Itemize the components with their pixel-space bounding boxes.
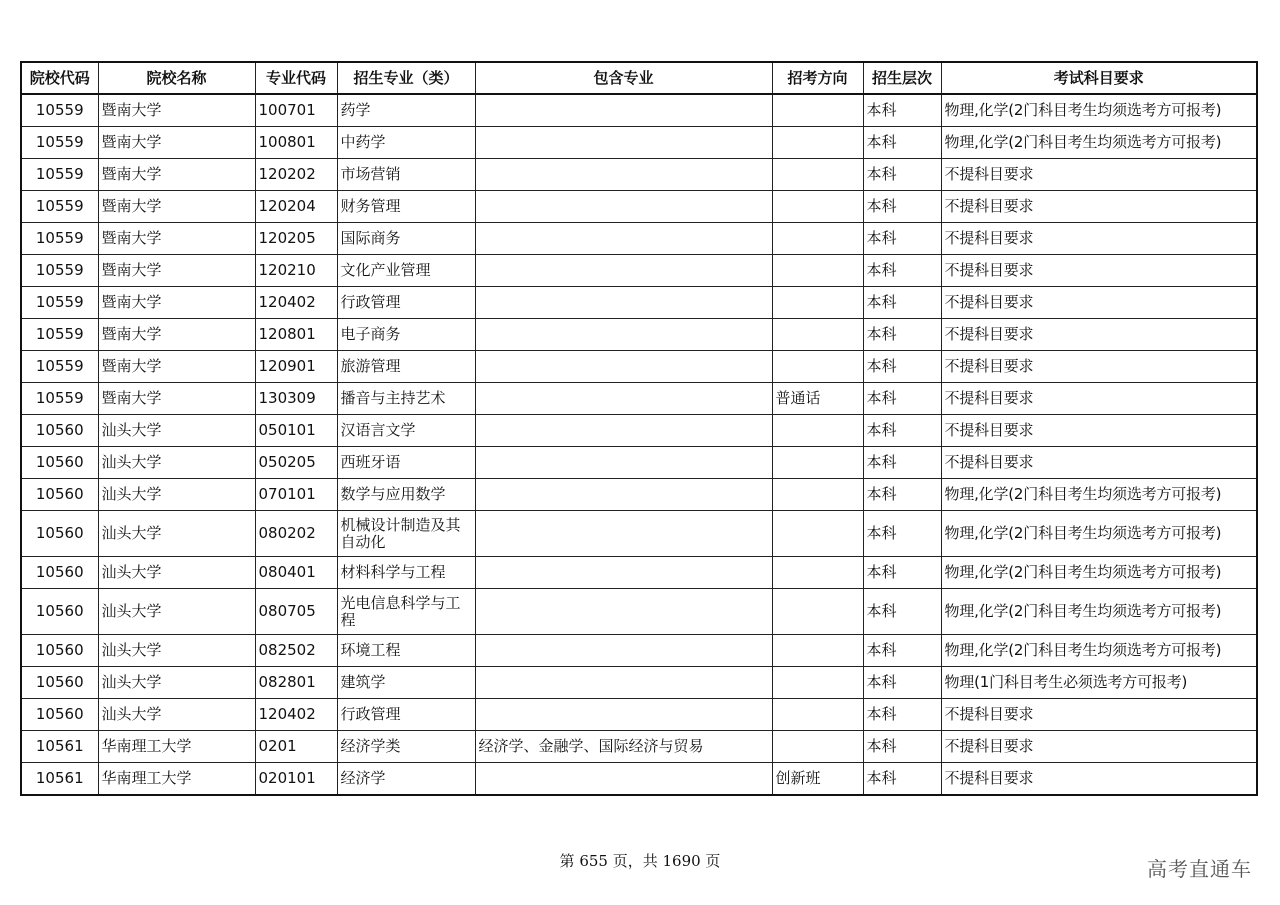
cell-direction <box>772 319 863 351</box>
cell-major-name: 机械设计制造及其自动化 <box>337 511 475 557</box>
table-row <box>21 557 1257 589</box>
cell-school-name: 汕头大学 <box>98 667 255 699</box>
cell-major-name: 财务管理 <box>337 191 475 223</box>
column-header-level: 招生层次 <box>863 62 941 94</box>
cell-subject-requirement: 不提科目要求 <box>941 191 1257 223</box>
cell-direction <box>772 159 863 191</box>
cell-school-name: 暨南大学 <box>98 94 255 127</box>
cell-major-code: 120204 <box>255 191 337 223</box>
cell-school-name: 汕头大学 <box>98 699 255 731</box>
cell-major-code: 100801 <box>255 127 337 159</box>
column-header-subject-requirement: 考试科目要求 <box>941 62 1257 94</box>
cell-level: 本科 <box>863 447 941 479</box>
cell-level: 本科 <box>863 415 941 447</box>
cell-school-name: 华南理工大学 <box>98 763 255 796</box>
cell-major-name: 经济学类 <box>337 731 475 763</box>
cell-school-code: 10559 <box>21 223 98 255</box>
cell-subject-requirement: 不提科目要求 <box>941 415 1257 447</box>
cell-direction <box>772 94 863 127</box>
cell-subject-requirement: 不提科目要求 <box>941 383 1257 415</box>
table-row <box>21 191 1257 223</box>
cell-major-code: 080202 <box>255 511 337 557</box>
cell-included-majors <box>475 589 772 635</box>
cell-school-name: 暨南大学 <box>98 287 255 319</box>
cell-level: 本科 <box>863 287 941 319</box>
cell-subject-requirement: 物理,化学(2门科目考生均须选考方可报考) <box>941 635 1257 667</box>
cell-included-majors <box>475 415 772 447</box>
cell-level: 本科 <box>863 763 941 796</box>
cell-major-name: 中药学 <box>337 127 475 159</box>
cell-major-name: 数学与应用数学 <box>337 479 475 511</box>
cell-school-code: 10559 <box>21 287 98 319</box>
table-row <box>21 287 1257 319</box>
cell-school-code: 10560 <box>21 447 98 479</box>
cell-school-code: 10560 <box>21 589 98 635</box>
cell-major-code: 050205 <box>255 447 337 479</box>
table-row <box>21 255 1257 287</box>
cell-school-code: 10559 <box>21 159 98 191</box>
table-row <box>21 351 1257 383</box>
cell-school-name: 暨南大学 <box>98 223 255 255</box>
column-header-major-code: 专业代码 <box>255 62 337 94</box>
cell-level: 本科 <box>863 127 941 159</box>
cell-school-name: 华南理工大学 <box>98 731 255 763</box>
cell-school-code: 10561 <box>21 763 98 796</box>
cell-subject-requirement: 不提科目要求 <box>941 351 1257 383</box>
cell-direction <box>772 351 863 383</box>
cell-school-code: 10560 <box>21 635 98 667</box>
cell-school-name: 暨南大学 <box>98 383 255 415</box>
cell-subject-requirement: 不提科目要求 <box>941 223 1257 255</box>
cell-included-majors <box>475 635 772 667</box>
cell-major-code: 0201 <box>255 731 337 763</box>
cell-major-code: 070101 <box>255 479 337 511</box>
cell-school-code: 10559 <box>21 255 98 287</box>
cell-included-majors <box>475 319 772 351</box>
column-header-major-name: 招生专业（类） <box>337 62 475 94</box>
cell-level: 本科 <box>863 383 941 415</box>
cell-included-majors: 经济学、金融学、国际经济与贸易 <box>475 731 772 763</box>
cell-subject-requirement: 不提科目要求 <box>941 319 1257 351</box>
cell-direction <box>772 557 863 589</box>
cell-major-name: 材料科学与工程 <box>337 557 475 589</box>
cell-level: 本科 <box>863 699 941 731</box>
cell-direction <box>772 511 863 557</box>
cell-level: 本科 <box>863 557 941 589</box>
cell-included-majors <box>475 127 772 159</box>
cell-major-name: 电子商务 <box>337 319 475 351</box>
cell-direction <box>772 223 863 255</box>
watermark-text: 高考直通车 <box>1147 857 1252 881</box>
cell-major-name: 市场营销 <box>337 159 475 191</box>
cell-direction <box>772 479 863 511</box>
cell-included-majors <box>475 447 772 479</box>
cell-direction <box>772 731 863 763</box>
cell-direction <box>772 447 863 479</box>
cell-included-majors <box>475 383 772 415</box>
cell-direction <box>772 415 863 447</box>
cell-school-code: 10560 <box>21 511 98 557</box>
table-row <box>21 511 1257 557</box>
header-row <box>21 62 1257 94</box>
cell-major-code: 120901 <box>255 351 337 383</box>
cell-included-majors <box>475 351 772 383</box>
cell-major-name: 药学 <box>337 94 475 127</box>
cell-major-code: 082502 <box>255 635 337 667</box>
cell-level: 本科 <box>863 479 941 511</box>
cell-school-name: 暨南大学 <box>98 351 255 383</box>
cell-major-code: 020101 <box>255 763 337 796</box>
cell-major-code: 120205 <box>255 223 337 255</box>
cell-school-code: 10560 <box>21 557 98 589</box>
cell-included-majors <box>475 223 772 255</box>
table-row <box>21 731 1257 763</box>
cell-major-name: 经济学 <box>337 763 475 796</box>
cell-major-code: 120202 <box>255 159 337 191</box>
cell-subject-requirement: 不提科目要求 <box>941 159 1257 191</box>
cell-subject-requirement: 物理,化学(2门科目考生均须选考方可报考) <box>941 511 1257 557</box>
cell-school-name: 汕头大学 <box>98 635 255 667</box>
table-row <box>21 699 1257 731</box>
cell-major-name: 建筑学 <box>337 667 475 699</box>
cell-major-code: 120402 <box>255 699 337 731</box>
cell-level: 本科 <box>863 159 941 191</box>
cell-level: 本科 <box>863 511 941 557</box>
cell-subject-requirement: 不提科目要求 <box>941 731 1257 763</box>
table-row <box>21 159 1257 191</box>
cell-major-name: 光电信息科学与工程 <box>337 589 475 635</box>
cell-major-name: 行政管理 <box>337 699 475 731</box>
cell-included-majors <box>475 159 772 191</box>
cell-direction <box>772 667 863 699</box>
cell-subject-requirement: 物理,化学(2门科目考生均须选考方可报考) <box>941 94 1257 127</box>
cell-level: 本科 <box>863 255 941 287</box>
cell-included-majors <box>475 94 772 127</box>
cell-major-code: 120210 <box>255 255 337 287</box>
cell-level: 本科 <box>863 635 941 667</box>
cell-direction <box>772 191 863 223</box>
cell-subject-requirement: 不提科目要求 <box>941 287 1257 319</box>
cell-major-code: 120402 <box>255 287 337 319</box>
cell-major-name: 行政管理 <box>337 287 475 319</box>
cell-included-majors <box>475 479 772 511</box>
cell-level: 本科 <box>863 731 941 763</box>
cell-level: 本科 <box>863 589 941 635</box>
cell-subject-requirement: 不提科目要求 <box>941 447 1257 479</box>
cell-included-majors <box>475 667 772 699</box>
column-header-included-majors: 包含专业 <box>475 62 772 94</box>
table-row <box>21 589 1257 635</box>
cell-school-code: 10559 <box>21 127 98 159</box>
cell-school-name: 汕头大学 <box>98 511 255 557</box>
cell-subject-requirement: 物理(1门科目考生必须选考方可报考) <box>941 667 1257 699</box>
cell-included-majors <box>475 557 772 589</box>
cell-direction <box>772 127 863 159</box>
table-row <box>21 223 1257 255</box>
cell-direction: 普通话 <box>772 383 863 415</box>
cell-major-code: 120801 <box>255 319 337 351</box>
cell-major-name: 旅游管理 <box>337 351 475 383</box>
table-row <box>21 319 1257 351</box>
table-row <box>21 415 1257 447</box>
cell-major-name: 环境工程 <box>337 635 475 667</box>
admission-table <box>20 61 1258 796</box>
cell-major-code: 050101 <box>255 415 337 447</box>
cell-included-majors <box>475 191 772 223</box>
cell-school-name: 暨南大学 <box>98 159 255 191</box>
cell-major-code: 080401 <box>255 557 337 589</box>
cell-included-majors <box>475 287 772 319</box>
cell-subject-requirement: 不提科目要求 <box>941 255 1257 287</box>
cell-school-code: 10560 <box>21 699 98 731</box>
cell-level: 本科 <box>863 351 941 383</box>
table-row <box>21 383 1257 415</box>
table-header <box>21 62 1257 94</box>
cell-major-name: 文化产业管理 <box>337 255 475 287</box>
cell-major-name: 国际商务 <box>337 223 475 255</box>
cell-school-name: 汕头大学 <box>98 557 255 589</box>
cell-school-code: 10560 <box>21 479 98 511</box>
cell-school-code: 10560 <box>21 667 98 699</box>
table-body <box>21 94 1257 795</box>
cell-direction <box>772 255 863 287</box>
cell-school-code: 10559 <box>21 319 98 351</box>
cell-major-name: 汉语言文学 <box>337 415 475 447</box>
cell-school-code: 10559 <box>21 94 98 127</box>
cell-school-code: 10560 <box>21 415 98 447</box>
column-header-direction: 招考方向 <box>772 62 863 94</box>
cell-school-name: 暨南大学 <box>98 127 255 159</box>
cell-level: 本科 <box>863 319 941 351</box>
table-row <box>21 94 1257 127</box>
cell-major-code: 130309 <box>255 383 337 415</box>
cell-school-name: 暨南大学 <box>98 319 255 351</box>
cell-school-code: 10559 <box>21 351 98 383</box>
cell-subject-requirement: 物理,化学(2门科目考生均须选考方可报考) <box>941 127 1257 159</box>
column-header-school-code: 院校代码 <box>21 62 98 94</box>
cell-school-name: 暨南大学 <box>98 191 255 223</box>
cell-direction <box>772 635 863 667</box>
cell-subject-requirement: 不提科目要求 <box>941 699 1257 731</box>
cell-school-name: 汕头大学 <box>98 479 255 511</box>
cell-level: 本科 <box>863 191 941 223</box>
cell-included-majors <box>475 255 772 287</box>
column-header-school-name: 院校名称 <box>98 62 255 94</box>
table-row <box>21 127 1257 159</box>
cell-major-code: 100701 <box>255 94 337 127</box>
cell-major-name: 西班牙语 <box>337 447 475 479</box>
cell-major-name: 播音与主持艺术 <box>337 383 475 415</box>
cell-included-majors <box>475 699 772 731</box>
cell-direction <box>772 287 863 319</box>
cell-level: 本科 <box>863 94 941 127</box>
cell-subject-requirement: 物理,化学(2门科目考生均须选考方可报考) <box>941 557 1257 589</box>
cell-school-code: 10559 <box>21 383 98 415</box>
cell-school-name: 汕头大学 <box>98 415 255 447</box>
cell-school-name: 汕头大学 <box>98 447 255 479</box>
cell-school-name: 暨南大学 <box>98 255 255 287</box>
cell-included-majors <box>475 511 772 557</box>
page-number: 第 655 页，共 1690 页 <box>559 852 721 870</box>
table-row <box>21 635 1257 667</box>
cell-subject-requirement: 不提科目要求 <box>941 763 1257 796</box>
cell-school-code: 10559 <box>21 191 98 223</box>
cell-major-code: 080705 <box>255 589 337 635</box>
cell-direction <box>772 699 863 731</box>
table-row <box>21 479 1257 511</box>
cell-level: 本科 <box>863 667 941 699</box>
table-row <box>21 763 1257 796</box>
cell-direction <box>772 589 863 635</box>
cell-major-code: 082801 <box>255 667 337 699</box>
table-row <box>21 667 1257 699</box>
cell-school-name: 汕头大学 <box>98 589 255 635</box>
cell-included-majors <box>475 763 772 796</box>
cell-school-code: 10561 <box>21 731 98 763</box>
cell-direction: 创新班 <box>772 763 863 796</box>
cell-subject-requirement: 物理,化学(2门科目考生均须选考方可报考) <box>941 589 1257 635</box>
cell-subject-requirement: 物理,化学(2门科目考生均须选考方可报考) <box>941 479 1257 511</box>
cell-level: 本科 <box>863 223 941 255</box>
table-row <box>21 447 1257 479</box>
